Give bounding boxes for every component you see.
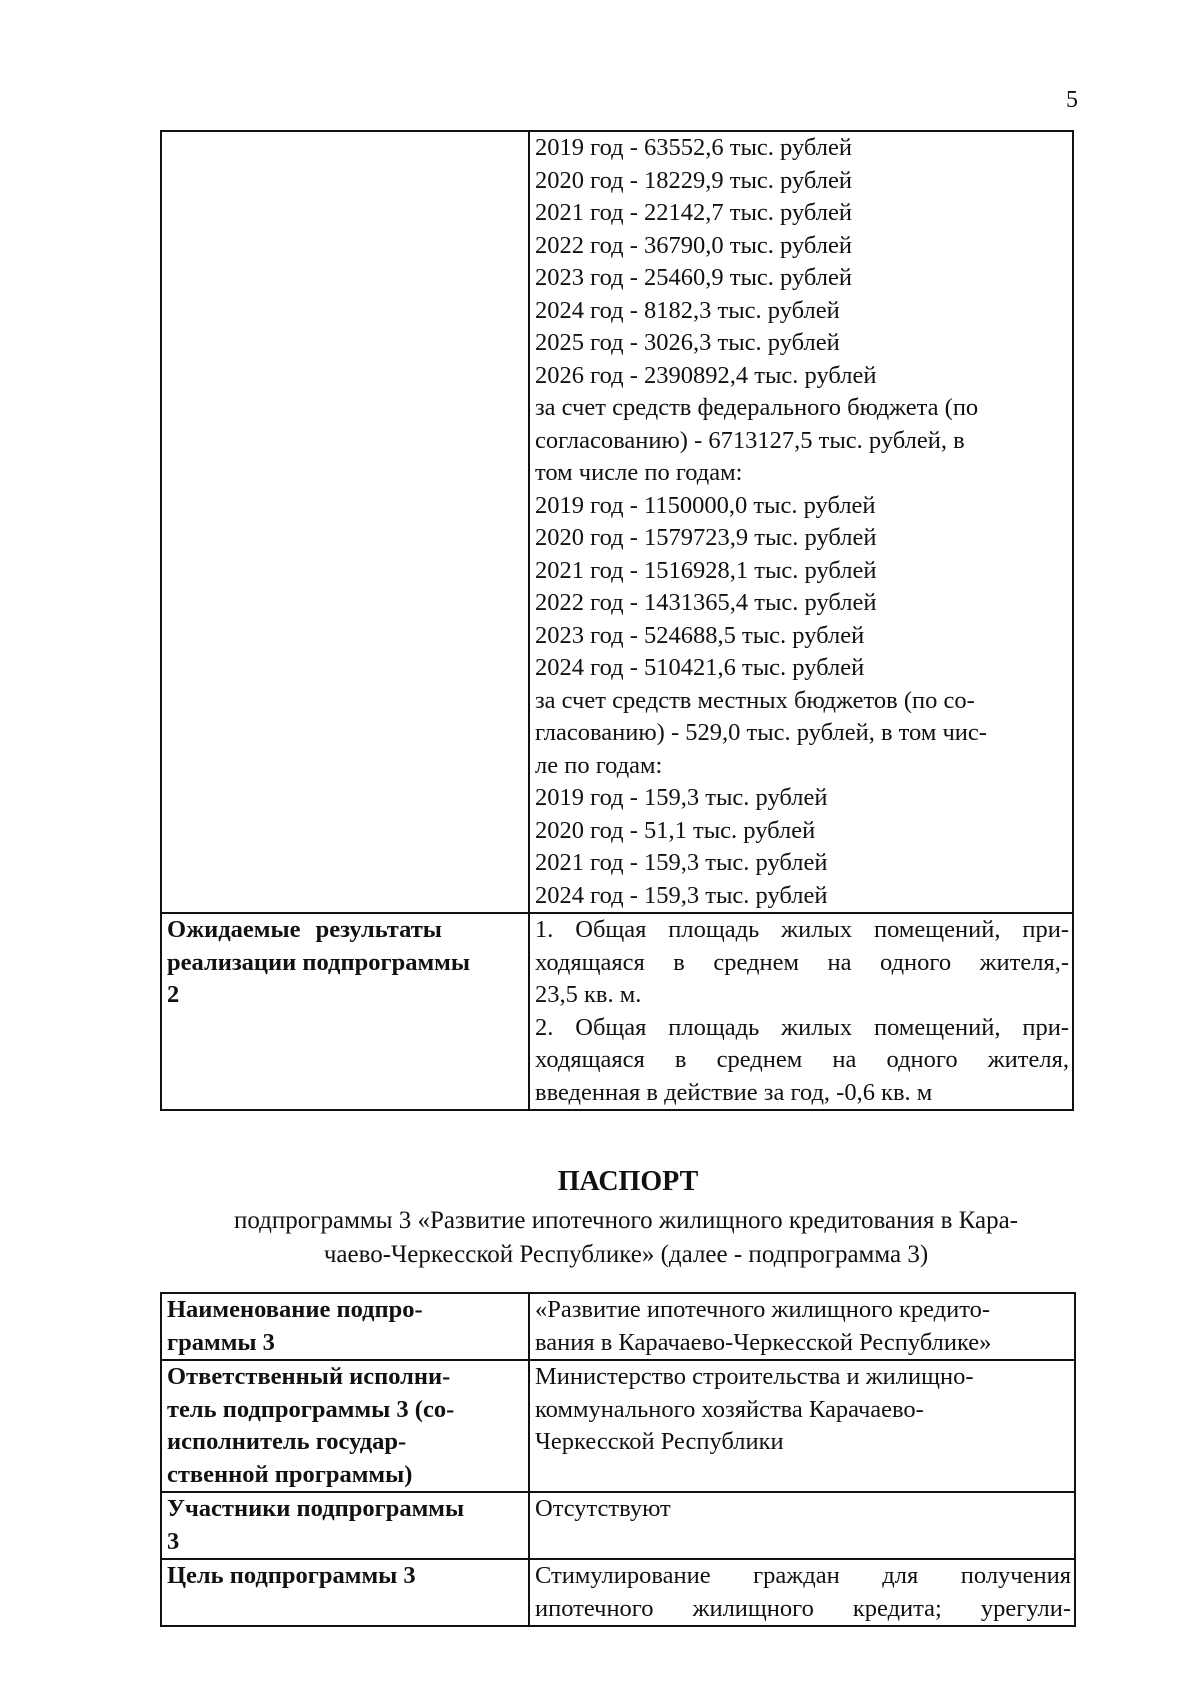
funding-line: 2024 год - 159,3 тыс. рублей — [535, 881, 828, 909]
page-number: 5 — [1066, 87, 1078, 113]
passport-value-line: ипотечного жилищного кредита; урегули- — [535, 1594, 1071, 1622]
funding-line: согласованию) - 6713127,5 тыс. рублей, в — [535, 426, 965, 454]
passport-label-cell — [161, 1293, 529, 1360]
funding-line: 2020 год - 51,1 тыс. рублей — [535, 816, 816, 844]
passport-subtitle-line: чаево-Черкесской Республике» (далее - подпрограмма 3) — [323, 1241, 929, 1268]
expected-results-value-cell — [529, 913, 1073, 1110]
funding-row — [161, 131, 1073, 913]
passport-value-line: Министерство строительства и жилищно- — [535, 1363, 974, 1390]
funding-values-cell — [529, 131, 1073, 913]
passport-label-cell — [161, 1360, 529, 1492]
passport-row-participants — [161, 1492, 1075, 1559]
passport-row-executor — [161, 1360, 1075, 1492]
expected-results-value-line: 2. Общая площадь жилых помещений, при- — [535, 1013, 1069, 1041]
funding-line: 2019 год - 63552,6 тыс. рублей — [535, 134, 852, 161]
funding-line: 2021 год - 22142,7 тыс. рублей — [535, 199, 852, 226]
expected-results-value-line: 23,5 кв. м. — [535, 981, 642, 1008]
funding-line: 2025 год - 3026,3 тыс. рублей — [535, 329, 840, 356]
funding-line: 2021 год - 1516928,1 тыс. рублей — [535, 556, 877, 584]
passport-row-goal — [161, 1559, 1075, 1626]
expected-results-value-line: ходящаяся в среднем на одного жителя, — [535, 1046, 1069, 1073]
passport-value-line: коммунального хозяйства Карачаево- — [535, 1395, 924, 1423]
funding-line: 2026 год - 2390892,4 тыс. рублей — [535, 361, 877, 389]
passport-value-line: Отсутствуют — [535, 1495, 671, 1522]
funding-line: 2022 год - 1431365,4 тыс. рублей — [535, 589, 877, 616]
passport-label-line: 3 — [167, 1527, 180, 1555]
funding-table — [160, 130, 1074, 1111]
funding-line: 2020 год - 1579723,9 тыс. рублей — [535, 524, 877, 551]
funding-line: том числе по годам: — [535, 459, 743, 486]
passport-label-line: ственной программы) — [167, 1460, 413, 1488]
passport-value-cell — [529, 1293, 1075, 1360]
funding-line: 2019 год - 159,3 тыс. рублей — [535, 784, 828, 811]
funding-label-cell — [161, 131, 529, 913]
passport-title: ПАСПОРТ — [557, 1166, 699, 1197]
passport-value-line: вания в Карачаево-Черкесской Республике» — [535, 1328, 992, 1356]
expected-results-label-line: реализации подпрограммы — [167, 948, 470, 976]
passport-label-line: Цель подпрограммы 3 — [167, 1562, 416, 1589]
passport-subtitle-line: подпрограммы 3 «Развитие ипотечного жилищного кредитования в Кара- — [233, 1207, 1019, 1234]
passport-label-cell — [161, 1559, 529, 1626]
expected-results-value-line: 1. Общая площадь жилых помещений, при- — [535, 916, 1069, 943]
passport-label-line: Участники подпрограммы — [167, 1495, 465, 1522]
funding-line: 2023 год - 524688,5 тыс. рублей — [535, 621, 865, 649]
passport-row-name — [161, 1293, 1075, 1360]
expected-results-value-line: ходящаяся в среднем на одного жителя,- — [535, 948, 1069, 976]
passport-value-line: «Развитие ипотечного жилищного кредито- — [535, 1296, 991, 1323]
funding-line: 2024 год - 8182,3 тыс. рублей — [535, 296, 840, 324]
passport-value-cell — [529, 1360, 1075, 1492]
expected-results-label-cell — [161, 913, 529, 1110]
passport-label-line: исполнитель государ- — [167, 1428, 407, 1455]
funding-line: 2021 год - 159,3 тыс. рублей — [535, 849, 828, 876]
funding-line: гласованию) - 529,0 тыс. рублей, в том чис- — [535, 719, 987, 746]
passport-subtitle — [180, 1204, 1072, 1272]
expected-results-value-line: введенная в действие за год, -0,6 кв. м — [535, 1078, 933, 1106]
passport-label-line: граммы 3 — [167, 1328, 275, 1356]
funding-line: за счет средств федерального бюджета (по — [535, 394, 979, 421]
passport-label-cell — [161, 1492, 529, 1559]
passport-table — [160, 1292, 1076, 1627]
funding-line: 2019 год - 1150000,0 тыс. рублей — [535, 491, 876, 519]
expected-results-label-line: Ожидаемые результаты — [167, 916, 442, 943]
funding-line: 2020 год - 18229,9 тыс. рублей — [535, 166, 852, 194]
funding-line: 2024 год - 510421,6 тыс. рублей — [535, 654, 865, 681]
funding-line: ле по годам: — [535, 751, 663, 779]
passport-label-line: Наименование подпро- — [167, 1296, 423, 1323]
passport-value-cell — [529, 1559, 1075, 1626]
expected-results-row — [161, 913, 1073, 1110]
passport-label-line: тель подпрограммы 3 (со- — [167, 1395, 455, 1423]
passport-value-line: Черкесской Республики — [535, 1428, 784, 1455]
passport-value-line: Стимулирование граждан для получения — [535, 1562, 1071, 1589]
funding-line: 2022 год - 36790,0 тыс. рублей — [535, 231, 852, 259]
passport-value-cell — [529, 1492, 1075, 1559]
funding-line: за счет средств местных бюджетов (по со- — [535, 686, 975, 714]
passport-label-line: Ответственный исполни- — [167, 1363, 451, 1390]
expected-results-label-line: 2 — [167, 981, 180, 1008]
funding-line: 2023 год - 25460,9 тыс. рублей — [535, 264, 852, 291]
